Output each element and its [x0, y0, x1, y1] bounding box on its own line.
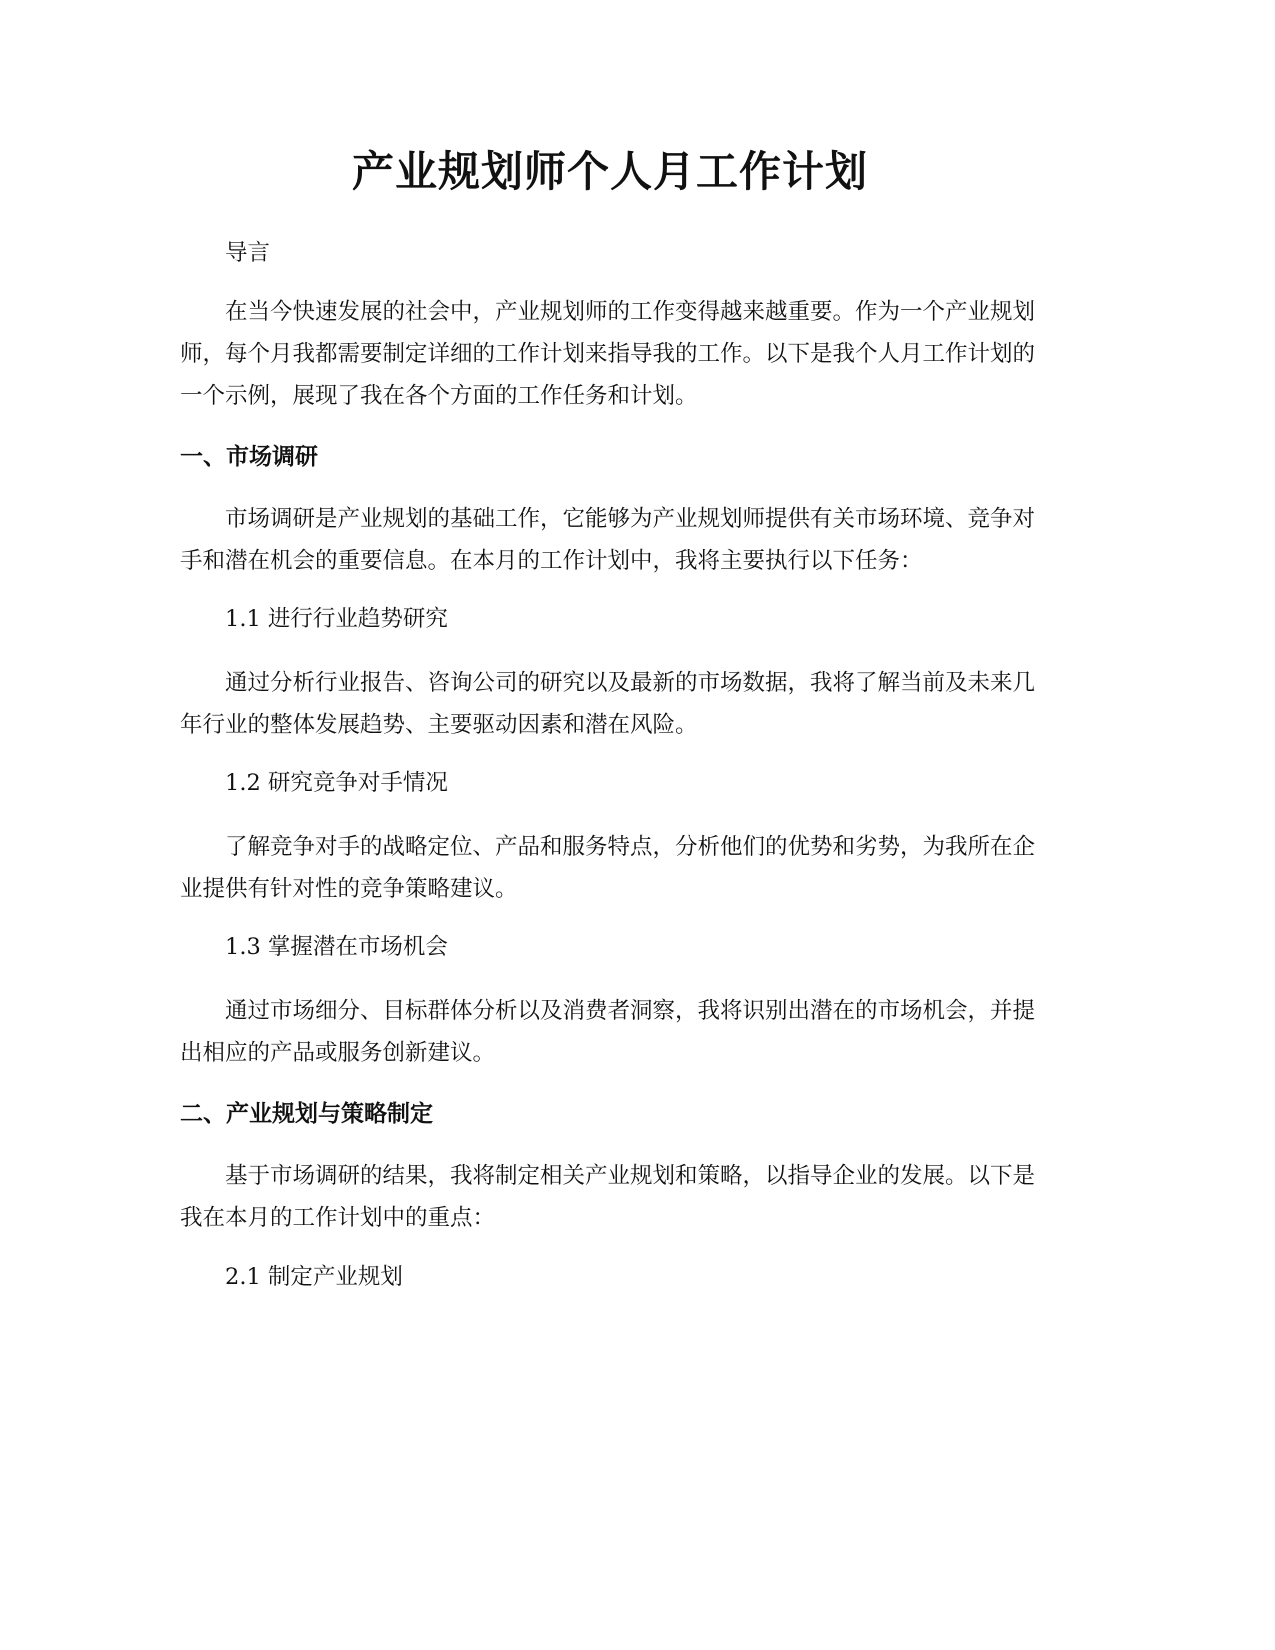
section-2-paragraph: 基于市场调研的结果，我将制定相关产业规划和策略，以指导企业的发展。以下是我在本月的工作计划中的重点： — [180, 1163, 1036, 1231]
section-2-heading: 二、产业规划与策略制定 — [180, 1101, 433, 1127]
section-1-heading: 一、市场调研 — [180, 444, 318, 470]
intro-label: 导言 — [225, 240, 271, 266]
document-title: 产业规划师个人月工作计划 — [351, 147, 868, 196]
intro-paragraph: 在当今快速发展的社会中，产业规划师的工作变得越来越重要。作为一个产业规划师，每个月我都需要制定详细的工作计划来指导我的工作。以下是我个人月工作计划的一个示例，展现了我在各个方面的工作任务和计划。 — [180, 299, 1036, 409]
item-1-1-label: 1.1 进行行业趋势研究 — [225, 606, 448, 632]
item-2-1-label: 2.1 制定产业规划 — [225, 1264, 403, 1290]
section-1-paragraph: 市场调研是产业规划的基础工作，它能够为产业规划师提供有关市场环境、竞争对手和潜在机会的重要信息。在本月的工作计划中，我将主要执行以下任务： — [180, 506, 1036, 574]
item-1-1-paragraph: 通过分析行业报告、咨询公司的研究以及最新的市场数据，我将了解当前及未来几年行业的整体发展趋势、主要驱动因素和潜在风险。 — [180, 670, 1036, 738]
item-1-2-paragraph: 了解竞争对手的战略定位、产品和服务特点，分析他们的优势和劣势，为我所在企业提供有针对性的竞争策略建议。 — [180, 834, 1036, 902]
item-1-2-label: 1.2 研究竞争对手情况 — [225, 770, 448, 796]
item-1-3-paragraph: 通过市场细分、目标群体分析以及消费者洞察，我将识别出潜在的市场机会，并提出相应的产品或服务创新建议。 — [180, 998, 1036, 1066]
item-1-3-label: 1.3 掌握潜在市场机会 — [225, 934, 448, 960]
